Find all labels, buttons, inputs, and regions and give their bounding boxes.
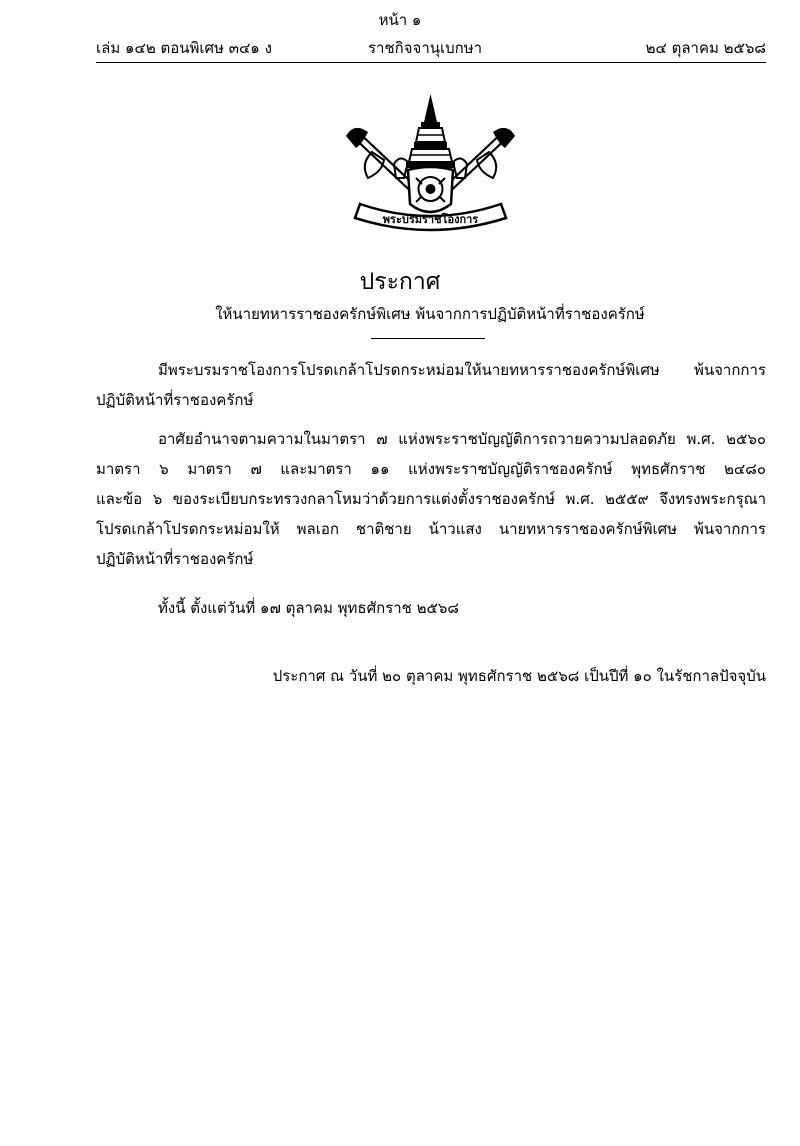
paragraph-line: โปรดเกล้าโปรดกระหม่อมให้ พลเอก ชาติชาย น้าวแสง นายทหารราชองครักษ์พิเศษ พ้นจากการ: [96, 520, 766, 538]
page-number: หน้า ๑: [378, 11, 422, 29]
title-divider: [371, 338, 485, 339]
royal-emblem-icon: [338, 92, 523, 242]
gazette-date: ๒๔ ตุลาคม ๒๕๖๘: [645, 39, 766, 57]
announcement-subtitle: ให้นายทหารราชองครักษ์พิเศษ พ้นจากการปฏิบัติหน้าที่ราชองครักษ์: [215, 305, 645, 323]
gazette-name: ราชกิจจานุเบกษา: [368, 39, 483, 57]
paragraph-2: [96, 424, 766, 574]
paragraph-line: มีพระบรมราชโองการโปรดเกล้าโปรดกระหม่อมให้นายทหารราชองครักษ์พิเศษ พ้นจากการ: [158, 361, 766, 379]
signoff-line: ประกาศ ณ วันที่ ๒๐ ตุลาคม พุทธศักราช ๒๕๖๘ เป็นปีที่ ๑๐ ในรัชกาลปัจจุบัน: [272, 667, 766, 685]
paragraph-line: ปฏิบัติหน้าที่ราชองครักษ์: [96, 391, 254, 409]
paragraph-line: และข้อ ๖ ของระเบียบกระทรวงกลาโหมว่าด้วยการแต่งตั้งราชองครักษ์ พ.ศ. ๒๕๕๙ จึงทรงพระกรุณา: [96, 490, 766, 508]
paragraph-1: [96, 355, 766, 415]
paragraph-line: ทั้งนี้ ตั้งแต่วันที่ ๑๗ ตุลาคม พุทธศักราช ๒๕๖๘: [158, 599, 459, 617]
paragraph-line: ปฏิบัติหน้าที่ราชองครักษ์: [96, 550, 254, 568]
gazette-volume: เล่ม ๑๔๒ ตอนพิเศษ ๓๔๑ ง: [96, 39, 272, 57]
announcement-title: ประกาศ: [359, 269, 441, 295]
paragraph-line: อาศัยอำนาจตามความในมาตรา ๗ แห่งพระราชบัญญัติการถวายความปลอดภัย พ.ศ. ๒๕๖๐: [158, 430, 766, 448]
svg-text:พระบรมราชโองการ: พระบรมราชโองการ: [382, 213, 479, 226]
gazette-header: [96, 36, 766, 63]
paragraph-line: มาตรา ๖ มาตรา ๗ และมาตรา ๑๑ แห่งพระราชบัญญัติราชองครักษ์ พุทธศักราช ๒๔๘๐: [96, 460, 766, 478]
paragraph-3: [96, 593, 766, 623]
